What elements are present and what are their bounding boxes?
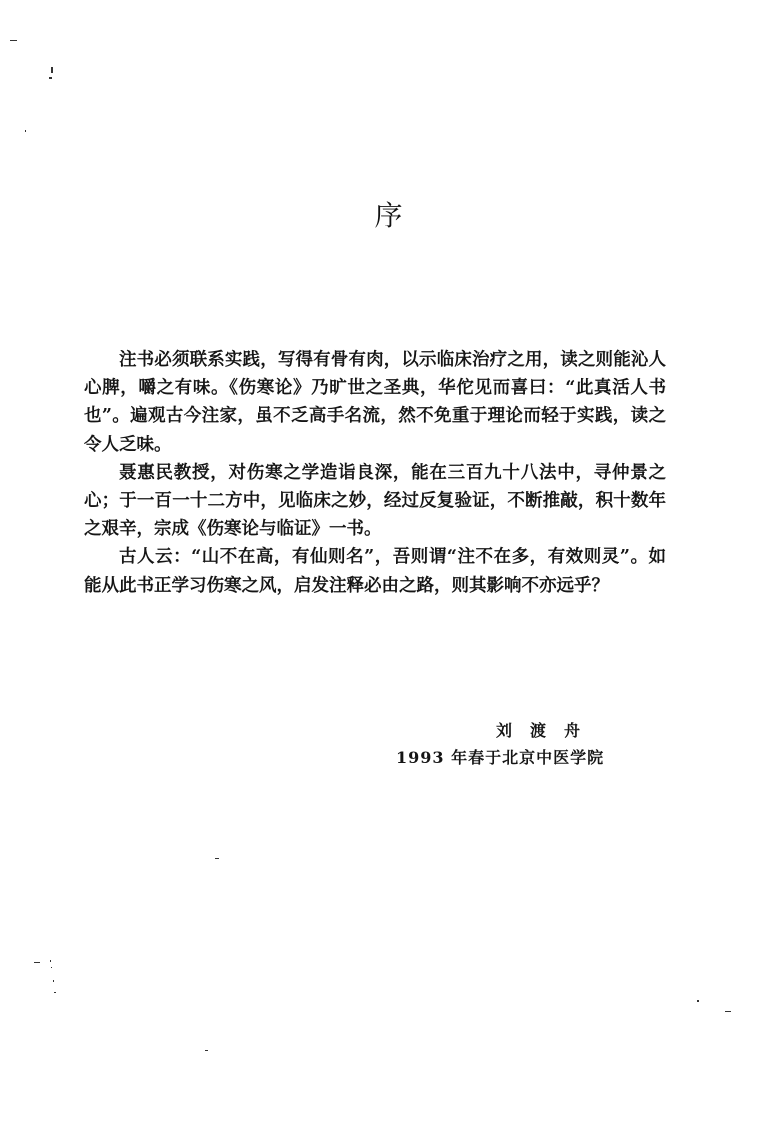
author-name: 刘渡舟: [496, 721, 599, 740]
paragraph: 聂惠民教授，对伤寒之学造诣良深，能在三百九十八法中，寻仲景之心；于一百一十二方中，见临床之妙，经过反复验证，不断推敲，积十数年之艰辛，宗成《伤寒论与临证》一书。: [84, 462, 666, 540]
scan-speck: [53, 980, 54, 982]
scan-speck: [25, 130, 26, 132]
scan-speck: [51, 967, 52, 968]
scan-speck: [215, 858, 219, 859]
scan-speck: [205, 1050, 208, 1051]
scan-speck: [725, 1011, 731, 1012]
page-title: 序: [374, 199, 403, 232]
signature-block: [396, 718, 636, 772]
scan-speck: [34, 962, 40, 963]
scan-speck: [49, 77, 52, 79]
scan-speck: [10, 40, 17, 41]
preface-body: [84, 346, 666, 600]
paragraph: 注书必须联系实践，写得有骨有肉，以示临床治疗之用，读之则能沁人心脾，嚼之有味。《伤寒论》乃旷世之圣典，华佗见而喜曰：“此真活人书也”。遍观古今注家，虽不乏高手名流，然不免重于理论而轻于实践，读之令人乏味。: [84, 350, 666, 455]
paragraph: 古人云：“山不在高，有仙则名”，吾则谓“注不在多，有效则灵”。如能从此书正学习伤寒之风，启发注释必由之路，则其影响不亦远乎？: [84, 547, 666, 596]
scan-speck: [50, 960, 51, 962]
scan-speck: [697, 1000, 699, 1002]
scan-speck: [54, 992, 56, 993]
scan-speck: [51, 67, 53, 73]
date-place: 1993 年春于北京中医学院: [396, 748, 605, 767]
